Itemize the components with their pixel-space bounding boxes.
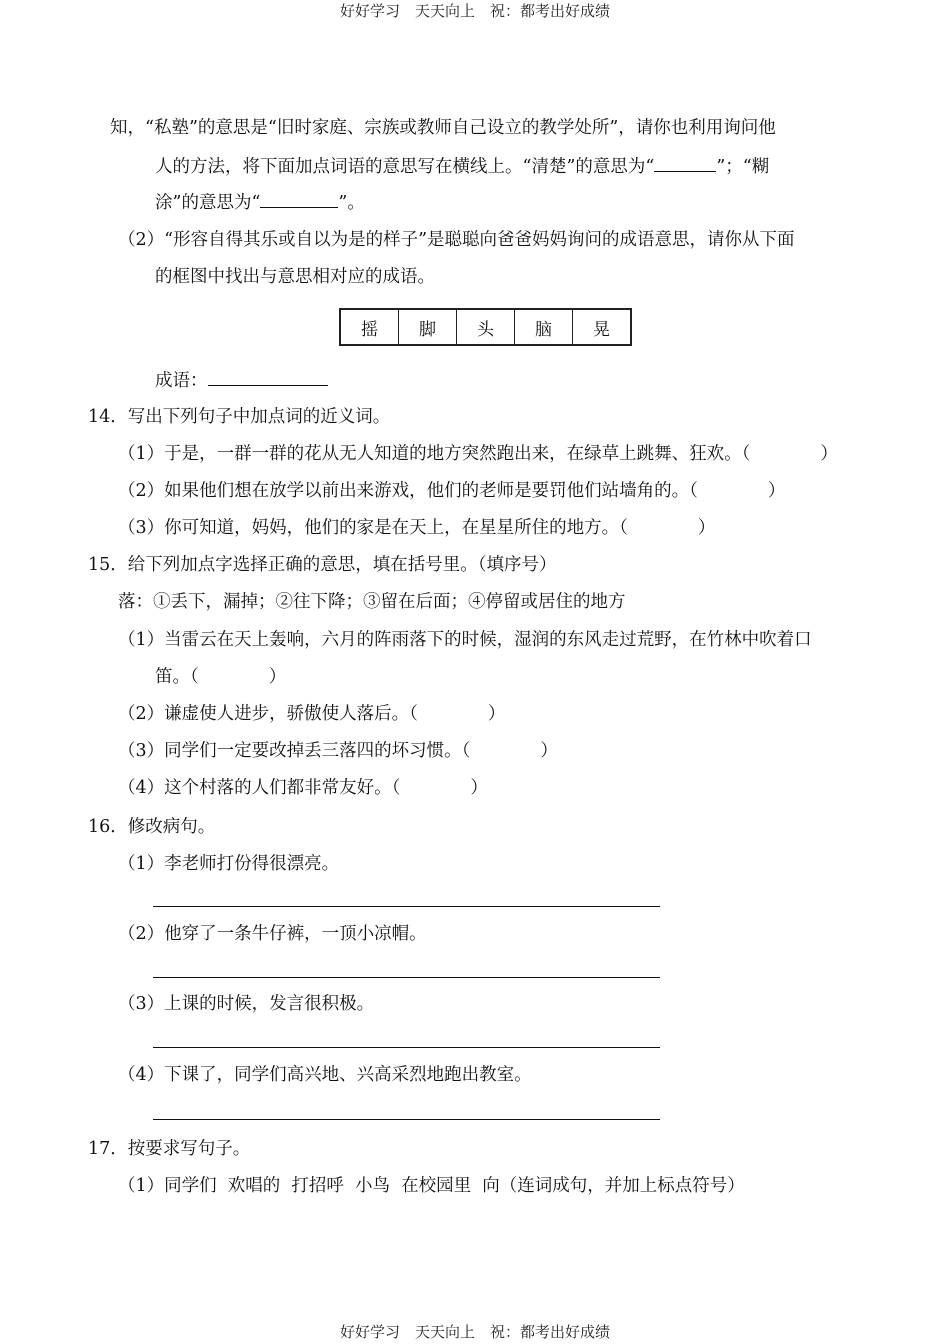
box-char-1: 摇 — [340, 309, 399, 345]
character-box — [339, 308, 632, 346]
q16-answer-line-2[interactable] — [153, 977, 660, 978]
q13-line-2-text: 人的方法，将下面加点词语的意思写在横线上。“清楚”的意思为“ — [155, 157, 655, 177]
qingchu-blank[interactable] — [654, 155, 716, 172]
idiom-blank[interactable] — [208, 369, 328, 386]
box-char-5: 晃 — [573, 309, 632, 345]
q16-title: 16．修改病句。 — [88, 817, 216, 837]
q15-sentence-1-line-1: （1）当雷云在天上轰响，六月的阵雨落下的时候，湿润的东风走过荒野，在竹林中吹着口 — [118, 630, 812, 650]
box-char-4: 脑 — [515, 309, 573, 345]
q13-part-2-line-2: 的框图中找出与意思相对应的成语。 — [155, 267, 435, 287]
q13-line-2 — [155, 155, 769, 178]
q15-definitions: 落：①丢下，漏掉；②往下降；③留在后面；④停留或居住的地方 — [118, 592, 626, 612]
q13-line-3-text: 涂”的意思为“ — [155, 193, 261, 213]
q15-sentence-2: （2）谦虚使人进步，骄傲使人落后。（ ） — [118, 704, 506, 724]
q14-sentence-1: （1）于是，一群一群的花从无人知道的地方突然跑出来，在绿草上跳舞、狂欢。（ ） — [118, 444, 838, 464]
q13-line-3-end: ”。 — [338, 193, 365, 213]
q17-sentence-1: （1）同学们 欢唱的 打招呼 小鸟 在校园里 向（连词成句，并加上标点符号） — [118, 1176, 745, 1196]
q16-answer-line-3[interactable] — [153, 1047, 660, 1048]
box-char-2: 脚 — [399, 309, 457, 345]
q14-sentence-2: （2）如果他们想在放学以前出来游戏，他们的老师是要罚他们站墙角的。（ ） — [118, 481, 786, 501]
page-footer: 好好学习 天天向上 祝：都考出好成绩 — [339, 1323, 610, 1341]
q13-part-2-line-1: （2）“形容自得其乐或自以为是的样子”是聪聪向爸爸妈妈询问的成语意思，请你从下面 — [118, 230, 795, 250]
box-char-3: 头 — [457, 309, 515, 345]
q15-title: 15．给下列加点字选择正确的意思，填在括号里。（填序号） — [88, 555, 557, 575]
q13-line-3 — [155, 191, 365, 214]
q15-sentence-1-line-2: 笛。（ ） — [155, 667, 287, 687]
q14-title: 14．写出下列句子中加点词的近义词。 — [88, 407, 391, 427]
q14-sentence-3: （3）你可知道，妈妈，他们的家是在天上，在星星所住的地方。（ ） — [118, 518, 716, 538]
q15-sentence-4: （4）这个村落的人们都非常友好。（ ） — [118, 778, 488, 798]
q13-line-1: 知，“私塾”的意思是“旧时家庭、宗族或教师自己设立的教学处所”，请你也利用询问他 — [110, 118, 776, 138]
page-header: 好好学习 天天向上 祝：都考出好成绩 — [339, 2, 610, 20]
hutu-blank[interactable] — [260, 191, 338, 208]
idiom-line — [155, 369, 328, 392]
q16-sentence-3: （3）上课的时候，发言很积极。 — [118, 994, 375, 1014]
q16-answer-line-1[interactable] — [153, 906, 660, 907]
q15-sentence-3: （3）同学们一定要改掉丢三落四的坏习惯。（ ） — [118, 741, 558, 761]
q16-sentence-1: （1）李老师打份得很漂亮。 — [118, 854, 340, 874]
q17-title: 17．按要求写句子。 — [88, 1139, 251, 1159]
q16-answer-line-4[interactable] — [153, 1119, 660, 1120]
idiom-label: 成语： — [155, 371, 208, 391]
q16-sentence-2: （2）他穿了一条牛仔裤，一顶小凉帽。 — [118, 924, 427, 944]
q16-sentence-4: （4）下课了，同学们高兴地、兴高采烈地跑出教室。 — [118, 1065, 532, 1085]
q13-line-2-end: ”；“糊 — [716, 157, 770, 177]
